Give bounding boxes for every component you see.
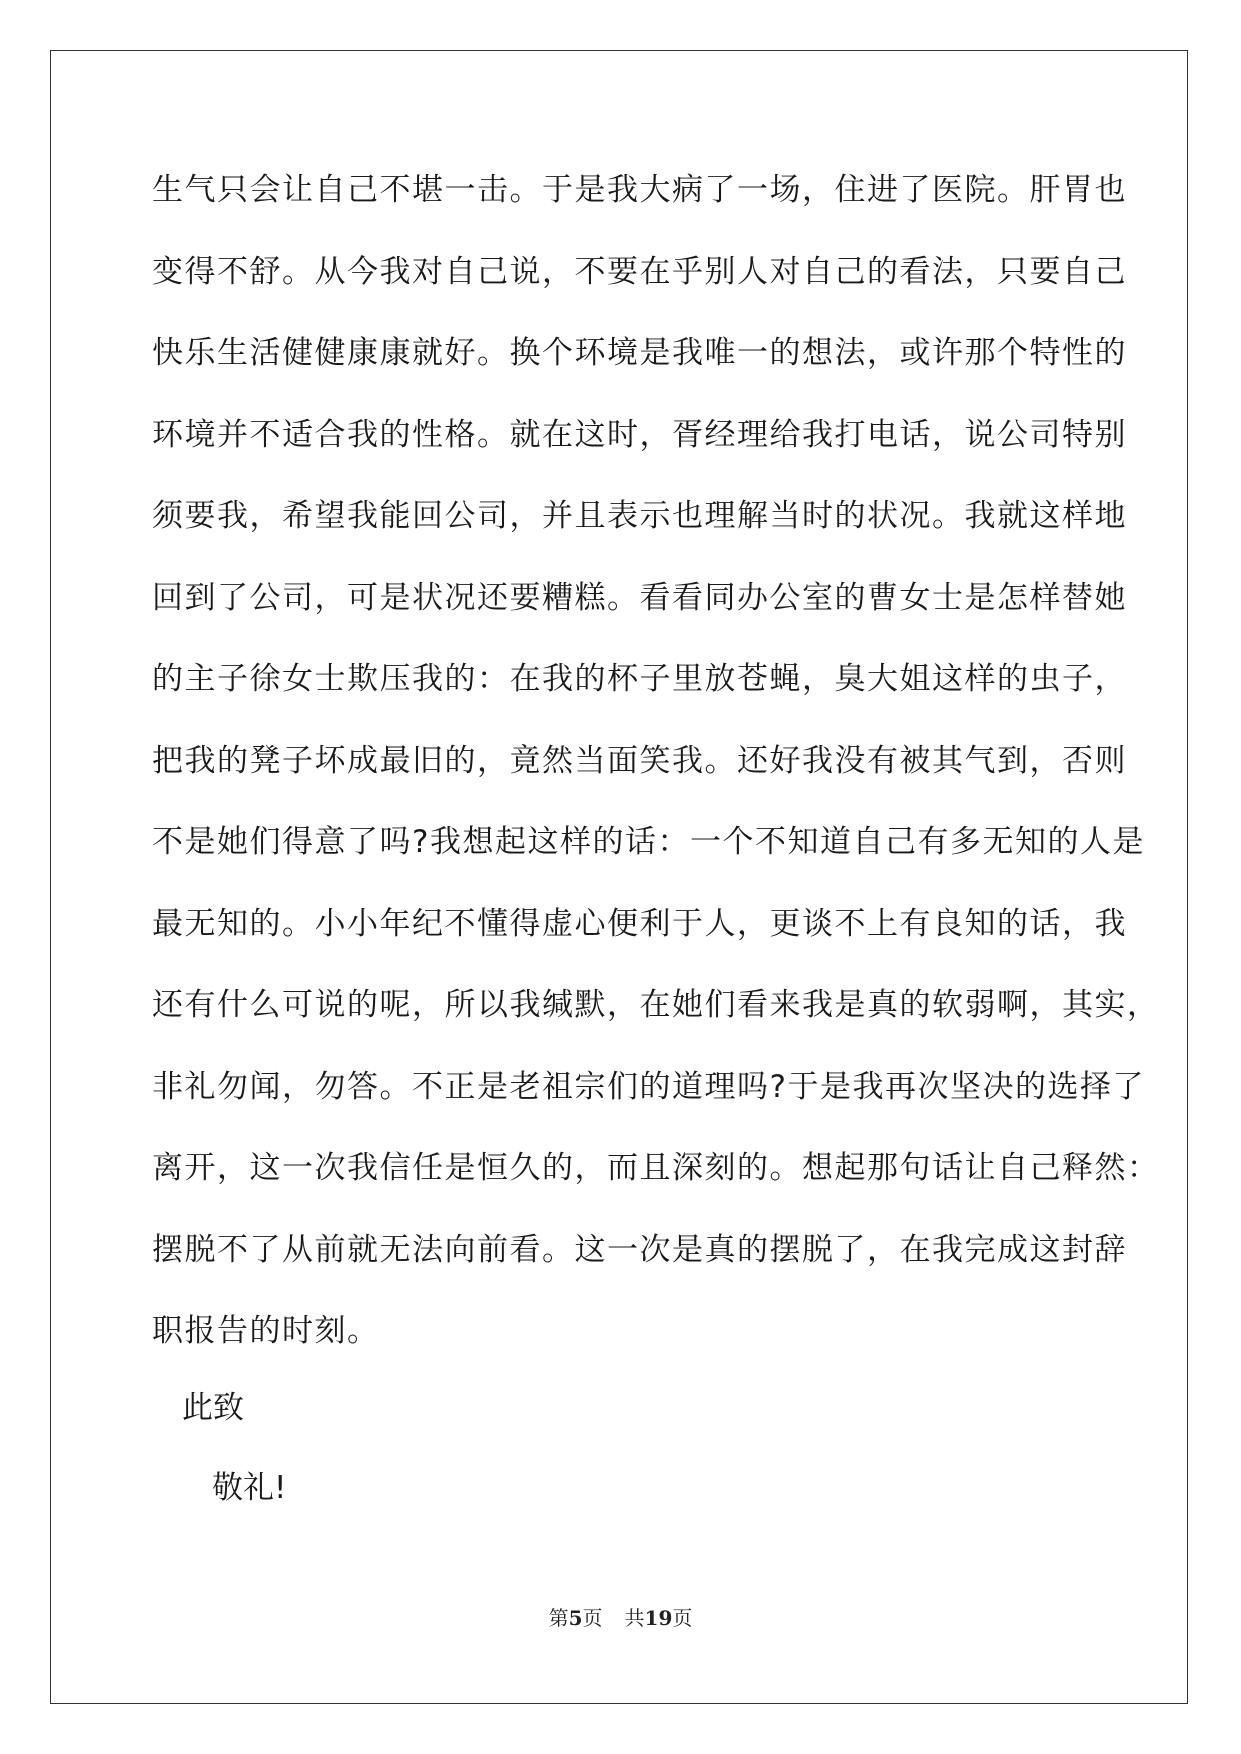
salutation: 敬礼! xyxy=(212,1470,287,1506)
page-number: 5 xyxy=(568,1606,583,1630)
body-line: 快乐生活健健康康就好。换个环境是我唯一的想法，或许那个特性的 xyxy=(152,335,1127,371)
letter-body xyxy=(152,160,1160,1383)
closing-phrase: 此致 xyxy=(182,1390,244,1426)
body-line: 还有什么可说的呢，所以我缄默，在她们看来我是真的软弱啊，其实， xyxy=(152,987,1160,1023)
total-prefix: 共 xyxy=(624,1606,645,1630)
page-footer xyxy=(0,1602,1241,1631)
body-line: 的主子徐女士欺压我的：在我的杯子里放苍蝇，臭大姐这样的虫子， xyxy=(152,661,1127,697)
total-pages: 19 xyxy=(644,1606,673,1630)
body-line: 变得不舒。从今我对自己说，不要在乎别人对自己的看法，只要自己 xyxy=(152,253,1127,290)
body-line: 生气只会让自己不堪一击。于是我大病了一场，住进了医院。肝胃也 xyxy=(152,172,1127,208)
total-suffix: 页 xyxy=(672,1606,693,1630)
body-line: 职报告的时刻。 xyxy=(152,1313,380,1349)
body-line: 非礼勿闻，勿答。不正是老祖宗们的道理吗?于是我再次坚决的选择了 xyxy=(152,1068,1145,1105)
body-line: 最无知的。小小年纪不懂得虚心便利于人，更谈不上有良知的话，我 xyxy=(152,905,1127,942)
page-prefix: 第 xyxy=(548,1606,569,1630)
body-line: 把我的凳子坏成最旧的，竟然当面笑我。还好我没有被其气到，否则 xyxy=(152,742,1127,779)
body-line: 离开，这一次我信任是恒久的，而且深刻的。想起那句话让自己释然： xyxy=(152,1150,1160,1186)
body-line: 摆脱不了从前就无法向前看。这一次是真的摆脱了，在我完成这封辞 xyxy=(152,1231,1127,1268)
body-line: 回到了公司，可是状况还要糟糕。看看同办公室的曹女士是怎样替她 xyxy=(152,579,1127,616)
body-line: 不是她们得意了吗?我想起这样的话：一个不知道自己有多无知的人是 xyxy=(152,824,1145,860)
page-suffix: 页 xyxy=(582,1606,603,1630)
body-line: 环境并不适合我的性格。就在这时，胥经理给我打电话，说公司特别 xyxy=(152,416,1127,453)
body-line: 须要我，希望我能回公司，并且表示也理解当时的状况。我就这样地 xyxy=(152,498,1127,534)
